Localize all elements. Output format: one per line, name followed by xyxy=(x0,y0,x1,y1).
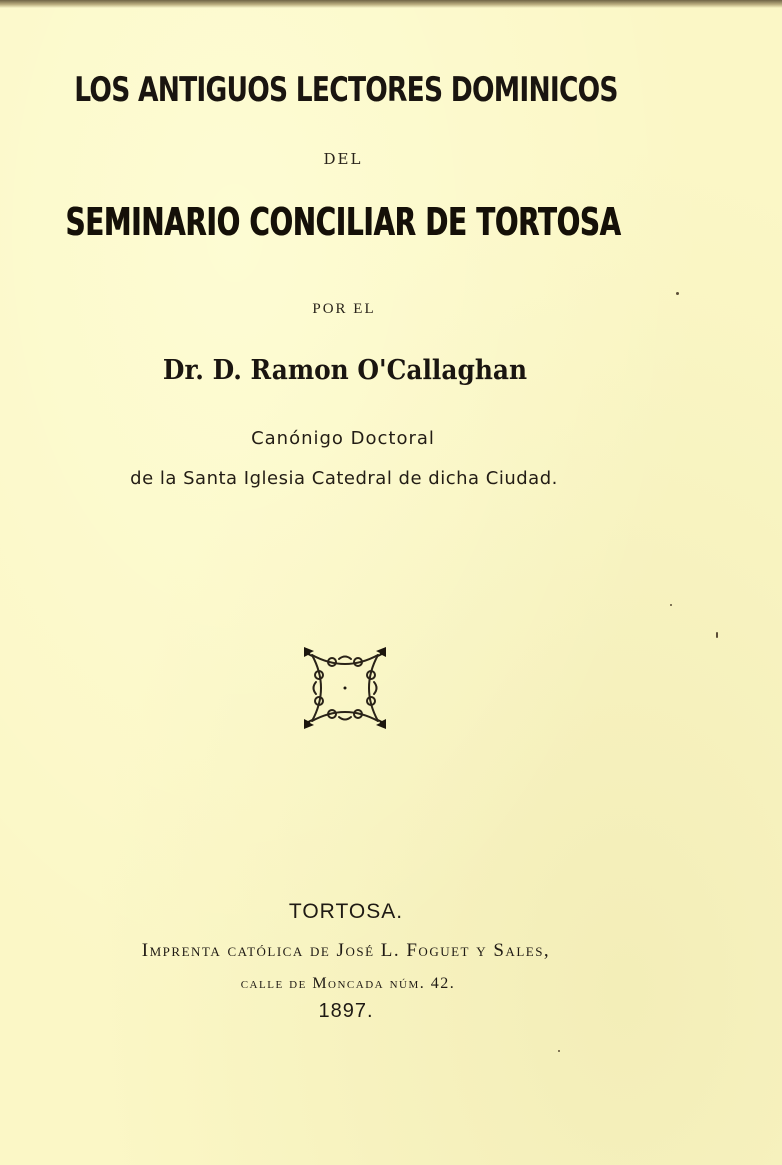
author-name: Dr. D. Ramon O'Callaghan xyxy=(162,355,528,386)
book-title: LOS ANTIGUOS LECTORES DOMINICOS xyxy=(74,70,618,110)
paper-speck xyxy=(676,292,679,295)
imprint-address: calle de Moncada núm. 42. xyxy=(240,975,456,992)
title-connector: DEL xyxy=(323,150,363,168)
fleuron-ornament-icon xyxy=(302,645,388,731)
author-affiliation: de la Santa Iglesia Catedral de dicha Ciudad. xyxy=(130,468,558,489)
imprint-printer: Imprenta católica de José L. Foguet y Sales, xyxy=(141,940,551,961)
institution-title: SEMINARIO CONCILIAR DE TORTOSA xyxy=(65,200,621,244)
page-top-edge xyxy=(0,0,782,8)
imprint-year: 1897. xyxy=(318,1000,374,1022)
paper-speck xyxy=(716,632,718,638)
imprint-city: TORTOSA. xyxy=(288,900,404,923)
paper-speck xyxy=(670,604,672,606)
paper-speck xyxy=(558,1050,560,1052)
byline: POR EL xyxy=(312,301,376,317)
author-position: Canónigo Doctoral xyxy=(251,428,435,449)
